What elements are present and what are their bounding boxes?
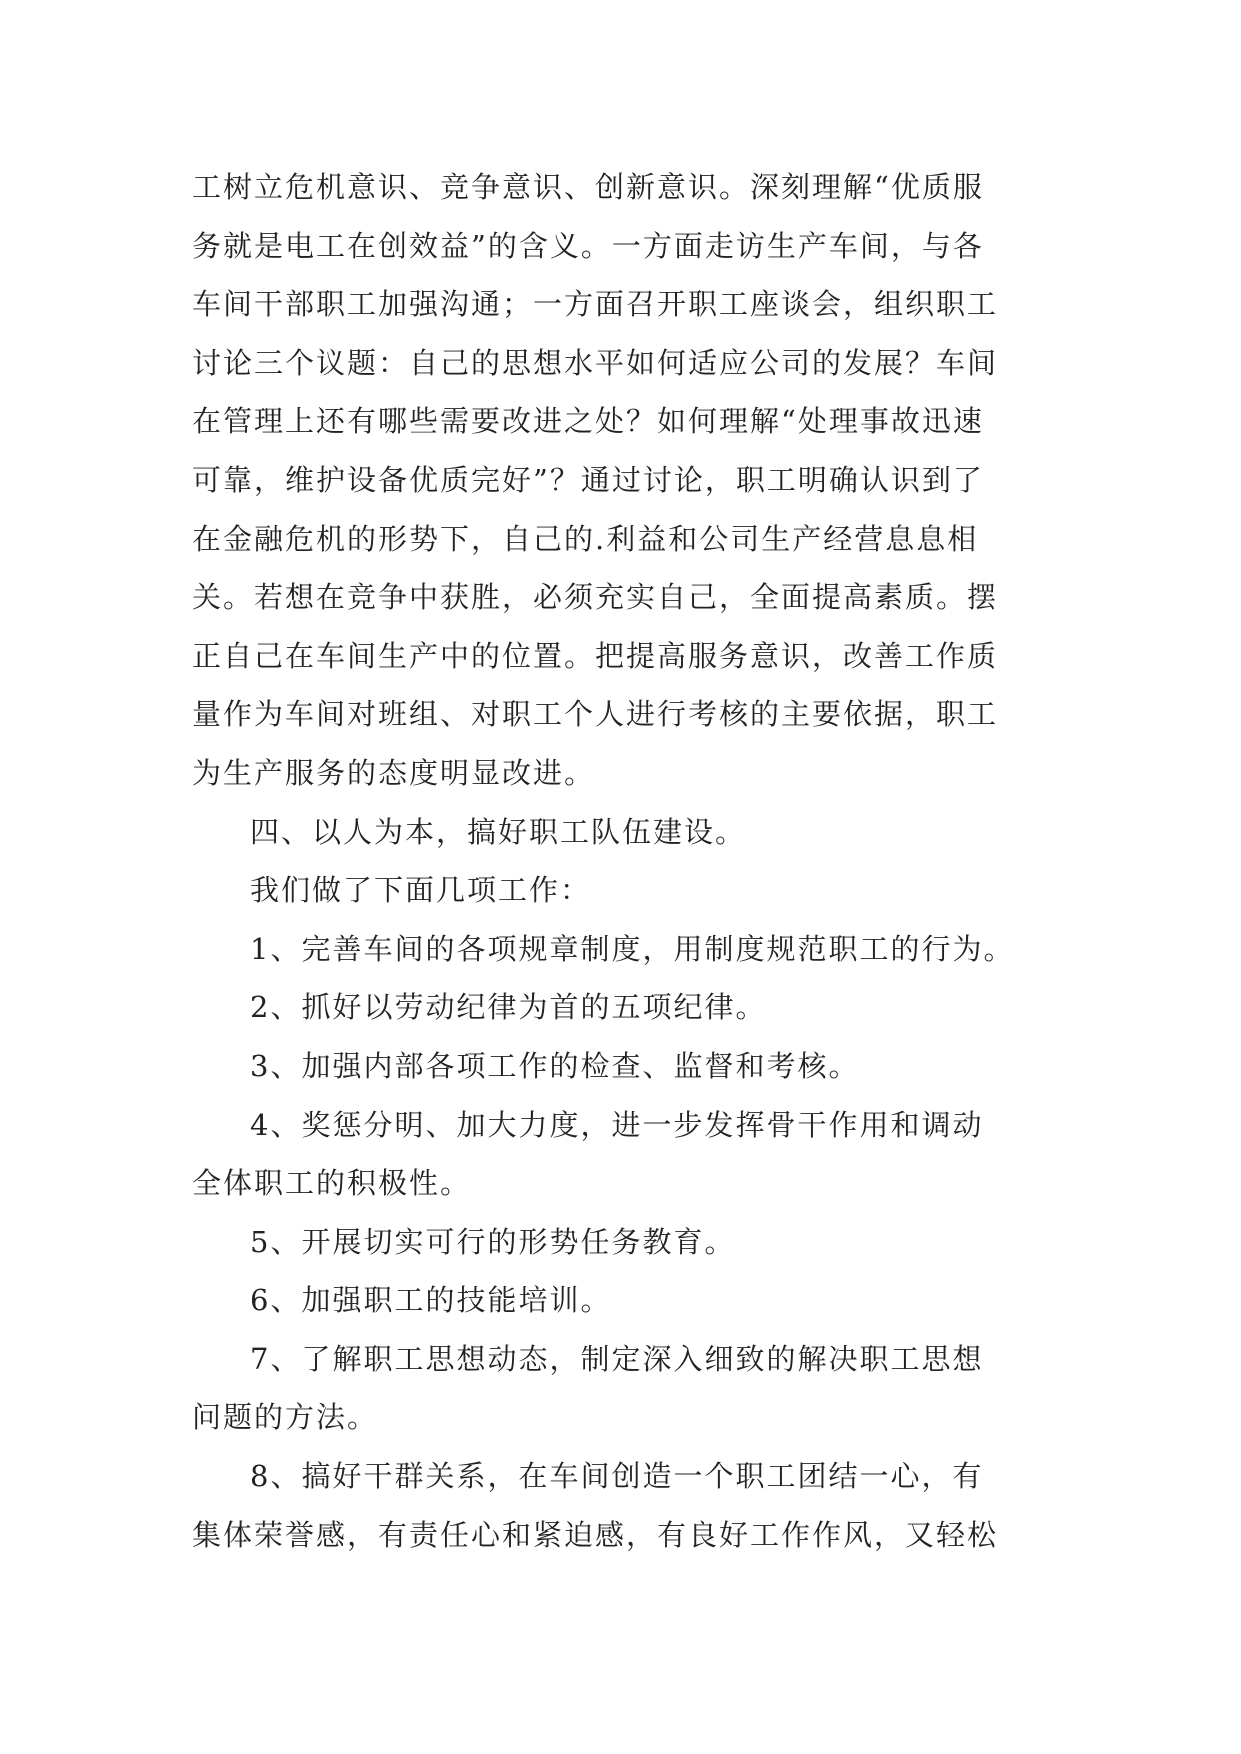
list-item: 2、抓好以劳动纪律为首的五项纪律。	[250, 990, 767, 1025]
text-line: 我们做了下面几项工作：	[250, 873, 592, 908]
text-line: 问题的方法。	[192, 1400, 379, 1435]
text-line: 务就是电工在创效益”的含义。一方面走访生产车间，与各	[192, 228, 984, 263]
list-item: 8、搞好干群关系，在车间创造一个职工团结一心，有	[250, 1459, 984, 1494]
section-heading: 四、以人为本，搞好职工队伍建设。	[250, 814, 747, 849]
list-item: 1、完善车间的各项规章制度，用制度规范职工的行为。	[250, 931, 1015, 966]
text-line: 集体荣誉感，有责任心和紧迫感，有良好工作作风，又轻松	[192, 1517, 999, 1552]
text-line: 量作为车间对班组、对职工个人进行考核的主要依据，职工	[192, 697, 999, 732]
list-item: 3、加强内部各项工作的检查、监督和考核。	[250, 1048, 860, 1083]
list-item: 6、加强职工的技能培训。	[250, 1283, 612, 1318]
text-line: 可靠，维护设备优质完好”？通过讨论，职工明确认识到了	[192, 462, 984, 497]
text-line: 车间干部职工加强沟通；一方面召开职工座谈会，组织职工	[192, 287, 999, 322]
text-line: 关。若想在竞争中获胜，必须充实自己，全面提高素质。摆	[192, 580, 999, 615]
text-line: 在金融危机的形势下，自己的.利益和公司生产经营息息相	[192, 521, 979, 556]
text-line: 正自己在车间生产中的位置。把提高服务意识，改善工作质	[192, 638, 999, 673]
text-line: 在管理上还有哪些需要改进之处？如何理解“处理事故迅速	[192, 404, 984, 439]
list-item: 5、开展切实可行的形势任务教育。	[250, 1224, 736, 1259]
list-item: 7、了解职工思想动态，制定深入细致的解决职工思想	[250, 1341, 984, 1376]
text-line: 工树立危机意识、竞争意识、创新意识。深刻理解“优质服	[192, 170, 984, 204]
body-text	[192, 158, 1062, 1564]
list-item: 4、奖惩分明、加大力度，进一步发挥骨干作用和调动	[250, 1107, 984, 1142]
text-line: 讨论三个议题：自己的思想水平如何适应公司的发展？车间	[192, 345, 999, 380]
text-line: 为生产服务的态度明显改进。	[192, 755, 596, 790]
text-line: 全体职工的积极性。	[192, 1166, 472, 1201]
